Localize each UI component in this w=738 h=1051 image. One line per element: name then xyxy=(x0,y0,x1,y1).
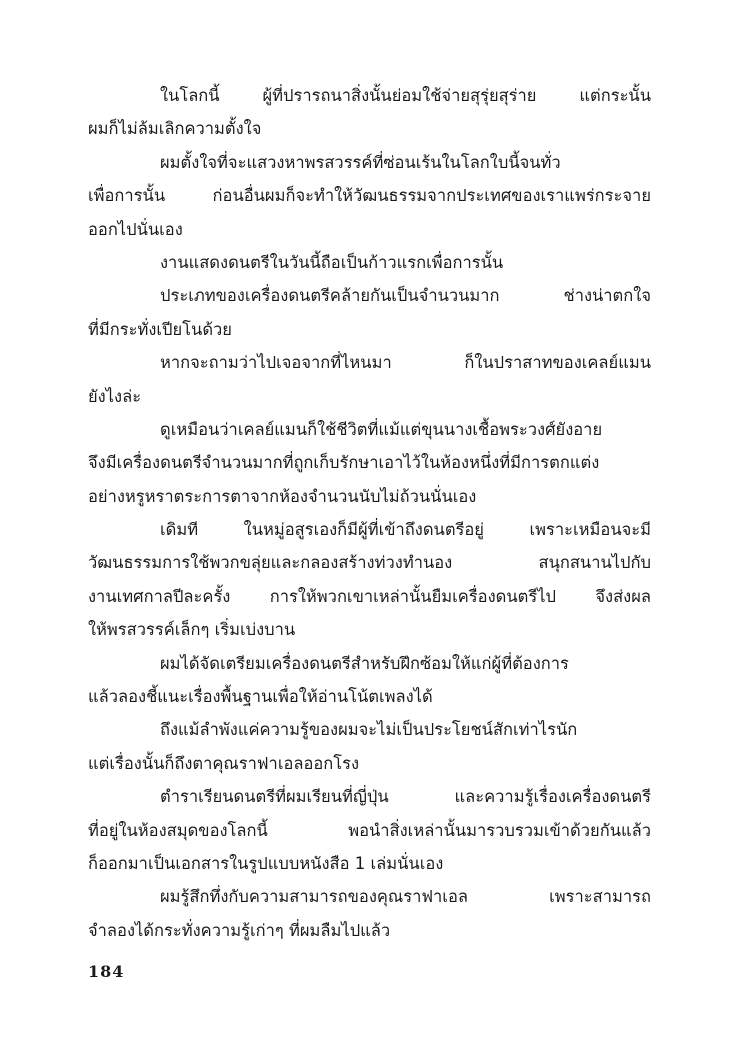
paragraph xyxy=(88,413,651,513)
text-line: แล้วลองชี้แนะเรื่องพื้นฐานเพื่อให้อ่านโน้ตเพลงได้ xyxy=(88,687,433,707)
paragraph xyxy=(88,780,651,880)
text-line: ผมก็ไม่ล้มเลิกความตั้งใจ xyxy=(88,119,262,139)
text-line: ยังไงล่ะ xyxy=(88,386,142,406)
text-line: จำลองได้กระทั่งความรู้เก่าๆ ที่ผมลืมไปแล้ว xyxy=(88,920,391,940)
text-line: วัฒนธรรมการใช้พวกขลุ่ยและกลองสร้างท่วงทำนอง สนุกสนานไปกับ xyxy=(88,553,651,573)
text-line: จึงมีเครื่องดนตรีจำนวนมากที่ถูกเก็บรักษาเอาไว้ในห้องหนึ่งที่มีการตกแต่ง xyxy=(88,453,600,473)
text-line: ประเภทของเครื่องดนตรีคล้ายกันเป็นจำนวนมาก ช่างน่าตกใจ xyxy=(160,286,651,306)
text-line: งานเทศกาลปีละครั้ง การให้พวกเขาเหล่านั้นยืมเครื่องดนตรีไป จึงส่งผล xyxy=(88,586,651,606)
paragraph xyxy=(88,79,651,146)
text-line: ที่มีกระทั่งเปียโนด้วย xyxy=(88,319,232,339)
text-line: ให้พรสวรรค์เล็กๆ เริ่มเบ่งบาน xyxy=(88,620,296,640)
paragraph xyxy=(88,279,651,346)
text-line: เพื่อการนั้น ก่อนอื่นผมก็จะทำให้วัฒนธรรมจากประเทศของเราแพร่กระจาย xyxy=(88,186,651,206)
text-line: ออกไปนั่นเอง xyxy=(88,219,183,239)
paragraph xyxy=(88,880,651,947)
text-line: ผมได้จัดเตรียมเครื่องดนตรีสำหรับฝึกซ้อมให้แก่ผู้ที่ต้องการ xyxy=(160,653,569,673)
text-line: ดูเหมือนว่าเคลย์แมนก็ใช้ชีวิตที่แม้แต่ขุนนางเชื้อพระวงศ์ยังอาย xyxy=(160,419,603,439)
text-line: งานแสดงดนตรีในวันนี้ถือเป็นก้าวแรกเพื่อการนั้น xyxy=(160,252,504,272)
paragraph xyxy=(88,713,651,780)
body-text xyxy=(88,79,651,947)
text-line: ก็ออกมาเป็นเอกสารในรูปแบบหนังสือ 1 เล่มนั่นเอง xyxy=(88,853,444,873)
text-line: เดิมที ในหมู่อสูรเองก็มีผู้ที่เข้าถึงดนตรีอยู่ เพราะเหมือนจะมี xyxy=(160,520,651,540)
paragraph xyxy=(88,513,651,647)
text-line: ผมตั้งใจที่จะแสวงหาพรสวรรค์ที่ซ่อนเร้นในโลกใบนี้จนทั่ว xyxy=(160,152,561,172)
paragraph xyxy=(88,647,651,714)
text-line: หากจะถามว่าไปเจอจากที่ไหนมา ก็ในปราสาทของเคลย์แมน xyxy=(160,353,651,373)
text-line: ตำราเรียนดนตรีที่ผมเรียนที่ญี่ปุ่น และความรู้เรื่องเครื่องดนตรี xyxy=(160,787,651,807)
text-line: ที่อยู่ในห้องสมุดของโลกนี้ พอนำสิ่งเหล่านั้นมารวบรวมเข้าด้วยกันแล้ว xyxy=(88,820,651,840)
paragraph xyxy=(88,146,651,246)
text-line: ในโลกนี้ ผู้ที่ปรารถนาสิ่งนั้นย่อมใช้จ่ายสุรุ่ยสุร่าย แต่กระนั้น xyxy=(160,86,651,105)
text-line: อย่างหรูหราตระการตาจากห้องจำนวนนับไม่ถ้วนนั่นเอง xyxy=(88,486,477,506)
page-number: 184 xyxy=(88,962,125,981)
text-line: ผมรู้สึกทึ่งกับความสามารถของคุณราฟาเอล เพราะสามารถ xyxy=(160,887,651,907)
text-line: ถึงแม้ลำพังแค่ความรู้ของผมจะไม่เป็นประโยชน์สักเท่าไรนัก xyxy=(160,720,578,740)
paragraph xyxy=(88,346,651,413)
paragraph xyxy=(88,246,651,279)
text-line: แต่เรื่องนั้นก็ถึงตาคุณราฟาเอลออกโรง xyxy=(88,753,360,773)
